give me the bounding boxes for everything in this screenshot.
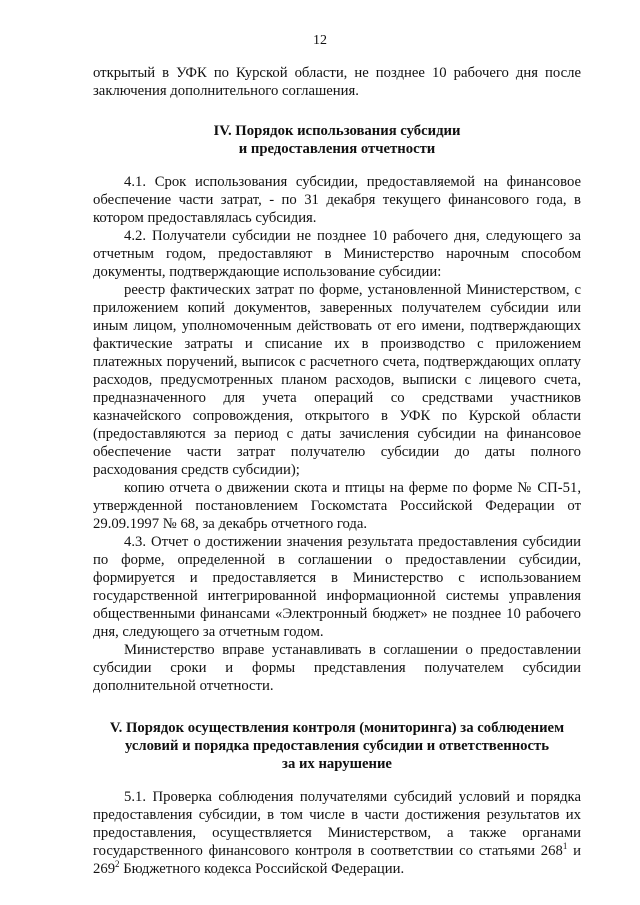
page-number: 12 <box>313 33 327 48</box>
paragraph-4-2: 4.2. Получатели субсидии не позднее 10 рабочего дня, следующего за отчетным годом, предоставляют в Министерство нарочным способом документы, подтверждающие использование субсидии: <box>93 228 581 280</box>
paragraph-ministry-rights: Министерство вправе устанавливать в соглашении о предоставлении субсидии сроки и формы представления получателем субсидии дополнительной отчетности. <box>93 642 581 694</box>
paragraph-5-1-text: 5.1. Проверка соблюдения получателями субсидий условий и порядка предоставления субсидии, в том числе в части достижения результатов их предоставления, осуществляется Министерством, а также органами государственного финансового контроля в соответствии со статьями 268 <box>93 789 581 859</box>
intro-paragraph: открытый в УФК по Курской области, не позднее 10 рабочего дня после заключения дополнительного соглашения. <box>93 65 581 99</box>
article-269-superscript: 2 <box>115 859 120 869</box>
section-4-heading <box>93 122 581 158</box>
section-5-title-line-1: V. Порядок осуществления контроля (мониторинга) за соблюдением <box>109 720 565 736</box>
paragraph-registry: реестр фактических затрат по форме, установленной Министерством, с приложением копий документов, заверенных получателем субсидии или иным лицом, уполномоченным действовать от его имени, подтверждающих фактические затраты и списание их в производство с приложением платежных поручений, выписок с расчетного счета, подтверждающих оплату расходов, предусмотренных планом расходов, выписки с лицевого счета, предназначенного для учета операций со средствами участников казначейского сопровождения, открытого в УФК по Курской области (предоставляются за период с даты зачисления субсидии на финансовое обеспечение части затрат получателю субсидии до даты полного расходования средств субсидии); <box>93 282 581 478</box>
page-content <box>93 64 581 878</box>
section-5-heading <box>93 719 581 773</box>
paragraph-5-1 <box>93 788 581 878</box>
paragraph-5-1-middle: и 269 <box>93 843 581 877</box>
section-4-title-line-1: IV. Порядок использования субсидии <box>213 123 461 139</box>
section-5-title-line-3: за их нарушение <box>282 756 392 772</box>
paragraph-4-3: 4.3. Отчет о достижении значения результата предоставления субсидии по форме, определенной в соглашении о предоставлении субсидии, формируется и предоставляется в Министерство с использованием государственной интегрированной информационной системы управления общественными финансами «Электронный бюджет» не позднее 10 рабочего дня, следующего за отчетным годом. <box>93 534 581 640</box>
section-4-title-line-2: и предоставления отчетности <box>238 141 436 157</box>
article-268-superscript: 1 <box>562 841 568 851</box>
section-5-title-line-2: условий и порядка предоставления субсидии и ответственность <box>124 738 550 754</box>
paragraph-5-1-end: Бюджетного кодекса Российской Федерации. <box>119 861 405 877</box>
paragraph-report-copy: копию отчета о движении скота и птицы на ферме по форме № СП-51, утвержденной постановлением Госкомстата Российской Федерации от 29.09.1997 № 68, за декабрь отчетного года. <box>93 480 581 532</box>
paragraph-4-1: 4.1. Срок использования субсидии, предоставляемой на финансовое обеспечение части затрат, - по 31 декабря текущего финансового года, в котором предоставлялась субсидия. <box>93 174 581 226</box>
